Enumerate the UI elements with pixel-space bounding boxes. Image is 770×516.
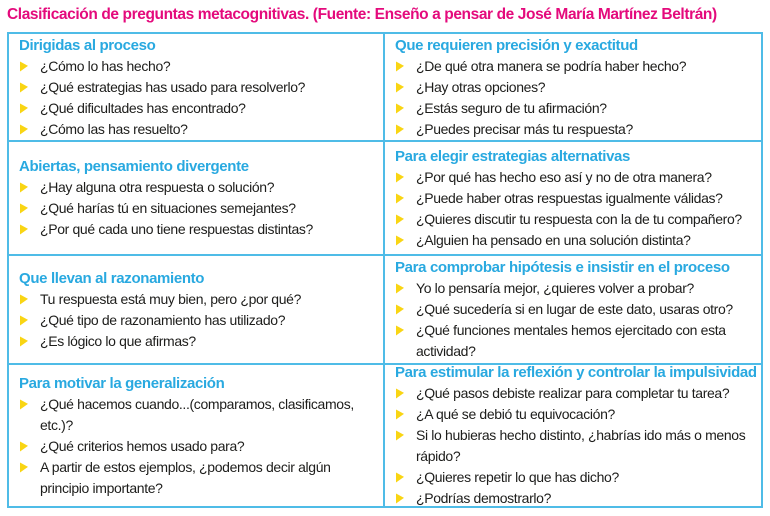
arrow-bullet-icon <box>20 60 34 71</box>
question-text: ¿A qué se debió tu equivocación? <box>416 406 615 422</box>
category-heading: Que requieren precisión y exactitud <box>395 36 638 54</box>
question-item <box>17 77 375 98</box>
category-cell <box>9 142 385 256</box>
question-list <box>393 383 753 506</box>
question-text: A partir de estos ejemplos, ¿podemos decir algún principio importante? <box>40 458 331 496</box>
arrow-bullet-icon <box>396 472 410 483</box>
question-text: ¿Qué dificultades has encontrado? <box>40 99 246 116</box>
question-text: ¿Qué pasos debiste realizar para completar tu tarea? <box>416 385 730 401</box>
question-item <box>393 278 753 299</box>
arrow-bullet-icon <box>396 81 410 92</box>
question-text: ¿Hay otras opciones? <box>416 78 546 95</box>
question-item <box>393 383 753 404</box>
question-text: ¿Puede haber otras respuestas igualmente válidas? <box>416 189 723 206</box>
arrow-bullet-icon <box>20 440 34 451</box>
arrow-bullet-icon <box>396 102 410 113</box>
question-list <box>393 56 753 140</box>
question-text: ¿Quieres discutir tu respuesta con la de tu compañero? <box>416 210 742 227</box>
arrow-bullet-icon <box>20 182 34 193</box>
category-heading: Para motivar la generalización <box>19 374 225 392</box>
question-text: ¿Qué estrategias has usado para resolverlo? <box>40 78 306 95</box>
category-cell <box>385 142 761 256</box>
question-text: ¿Qué hacemos cuando...(comparamos, clasificamos, etc.)? <box>40 395 354 433</box>
question-item <box>393 230 753 251</box>
question-item <box>393 299 753 320</box>
arrow-bullet-icon <box>396 430 410 441</box>
question-item <box>17 457 375 499</box>
question-item <box>393 488 753 506</box>
question-text: ¿Cómo lo has hecho? <box>40 57 171 74</box>
question-item <box>393 98 753 119</box>
category-heading: Para estimular la reflexión y controlar la impulsividad <box>395 365 757 381</box>
question-item <box>17 394 375 436</box>
arrow-bullet-icon <box>396 283 410 294</box>
category-cell <box>9 256 385 365</box>
category-heading: Dirigidas al proceso <box>19 36 156 54</box>
question-item <box>393 320 753 362</box>
question-text: ¿De qué otra manera se podría haber hecho? <box>416 57 687 74</box>
arrow-bullet-icon <box>20 461 34 472</box>
question-item <box>17 331 375 352</box>
arrow-bullet-icon <box>20 102 34 113</box>
question-text: ¿Qué sucedería si en lugar de este dato, usaras otro? <box>416 301 733 317</box>
question-text: ¿Qué tipo de razonamiento has utilizado? <box>40 311 286 328</box>
arrow-bullet-icon <box>396 325 410 336</box>
question-text: Si lo hubieras hecho distinto, ¿habrías ido más o menos rápido? <box>416 427 746 464</box>
arrow-bullet-icon <box>396 171 410 182</box>
question-item <box>393 188 753 209</box>
arrow-bullet-icon <box>20 314 34 325</box>
category-heading: Para comprobar hipótesis e insistir en el proceso <box>395 259 730 276</box>
question-text: Tu respuesta está muy bien, pero ¿por qué? <box>40 290 302 307</box>
question-text: ¿Podrías demostrarlo? <box>416 490 552 506</box>
question-text: ¿Qué funciones mentales hemos ejercitado con esta actividad? <box>416 322 726 359</box>
question-item <box>17 56 375 77</box>
question-text: ¿Qué harías tú en situaciones semejantes? <box>40 200 296 216</box>
arrow-bullet-icon <box>20 335 34 346</box>
question-list <box>17 289 375 352</box>
question-item <box>393 119 753 140</box>
question-text: ¿Quieres repetir lo que has dicho? <box>416 469 619 485</box>
question-item <box>17 198 375 219</box>
arrow-bullet-icon <box>396 388 410 399</box>
question-item <box>393 425 753 467</box>
question-list <box>393 278 753 362</box>
question-list <box>393 167 753 251</box>
category-cell <box>385 365 761 506</box>
category-cell <box>385 256 761 365</box>
question-item <box>17 436 375 457</box>
question-item <box>393 56 753 77</box>
arrow-bullet-icon <box>20 398 34 409</box>
question-text: ¿Alguien ha pensado en una solución distinta? <box>416 231 691 248</box>
question-item <box>17 289 375 310</box>
questions-table <box>7 32 763 508</box>
question-text: ¿Puedes precisar más tu respuesta? <box>416 120 633 137</box>
category-cell <box>385 34 761 142</box>
question-text: ¿Estás seguro de tu afirmación? <box>416 99 607 116</box>
question-item <box>393 404 753 425</box>
arrow-bullet-icon <box>20 203 34 214</box>
arrow-bullet-icon <box>396 123 410 134</box>
arrow-bullet-icon <box>396 304 410 315</box>
question-item <box>17 119 375 140</box>
arrow-bullet-icon <box>396 60 410 71</box>
page-title: Clasificación de preguntas metacognitivas. (Fuente: Enseño a pensar de José María Martínez Beltrán) <box>7 6 717 23</box>
question-item <box>17 98 375 119</box>
arrow-bullet-icon <box>20 224 34 235</box>
arrow-bullet-icon <box>396 409 410 420</box>
question-item <box>17 310 375 331</box>
category-cell <box>9 34 385 142</box>
arrow-bullet-icon <box>396 234 410 245</box>
arrow-bullet-icon <box>20 123 34 134</box>
category-heading: Que llevan al razonamiento <box>19 269 205 287</box>
question-list <box>17 177 375 240</box>
arrow-bullet-icon <box>20 81 34 92</box>
arrow-bullet-icon <box>396 192 410 203</box>
question-item <box>393 167 753 188</box>
question-list <box>17 394 375 499</box>
category-heading: Para elegir estrategias alternativas <box>395 147 631 165</box>
question-text: ¿Qué criterios hemos usado para? <box>40 437 245 454</box>
question-item <box>393 467 753 488</box>
question-item <box>393 209 753 230</box>
arrow-bullet-icon <box>396 493 410 504</box>
question-text: ¿Por qué cada uno tiene respuestas distintas? <box>40 221 313 237</box>
question-text: ¿Cómo las has resuelto? <box>40 120 188 137</box>
category-cell <box>9 365 385 506</box>
arrow-bullet-icon <box>396 213 410 224</box>
question-text: ¿Es lógico lo que afirmas? <box>40 332 196 349</box>
question-item <box>17 177 375 198</box>
category-heading: Abiertas, pensamiento divergente <box>19 158 249 175</box>
question-text: ¿Por qué has hecho eso así y no de otra manera? <box>416 168 712 185</box>
question-text: ¿Hay alguna otra respuesta o solución? <box>40 179 275 195</box>
question-item <box>393 77 753 98</box>
question-list <box>17 56 375 140</box>
question-item <box>17 219 375 240</box>
arrow-bullet-icon <box>20 293 34 304</box>
question-text: Yo lo pensaría mejor, ¿quieres volver a probar? <box>416 280 694 296</box>
